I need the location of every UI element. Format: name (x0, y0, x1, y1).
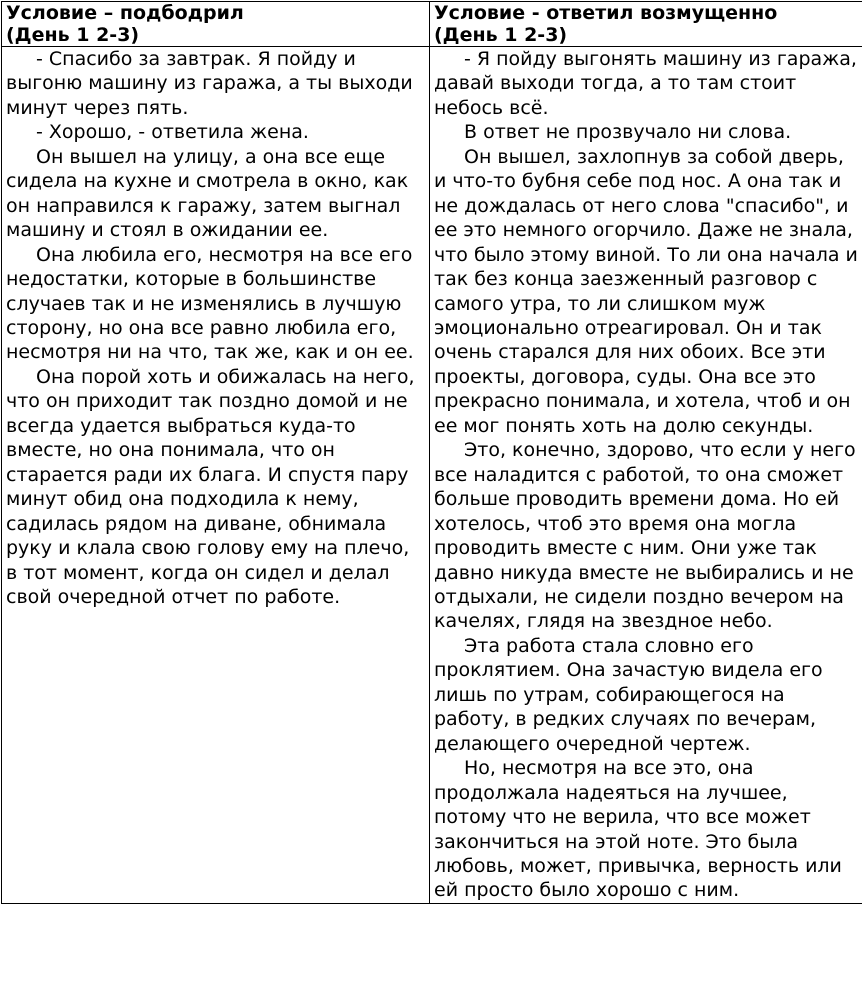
left-paragraph: Он вышел на улицу, а она все еще сидела на кухне и смотрела в окно, как он направился к гаражу, затем выгнал машину и стоял в ожидании ее. (6, 145, 426, 243)
left-condition-title: Условие – подбодрил (6, 2, 426, 24)
right-paragraph: - Я пойду выгонять машину из гаража, давай выходи тогда, а то там стоит небось всё. (434, 47, 859, 120)
right-header-cell (430, 2, 862, 47)
header-row (2, 2, 862, 47)
left-text-cell (2, 47, 430, 904)
left-day-label: (День 1 2-3) (6, 24, 426, 46)
right-paragraph: В ответ не прозвучало ни слова. (434, 120, 859, 144)
left-paragraph: Она любила его, несмотря на все его недостатки, которые в большинстве случаев так и не изменялись в лучшую сторону, но она все равно любила его, несмотря ни на что, так же, как и он ее. (6, 243, 426, 365)
body-row (2, 47, 862, 904)
right-text-cell (430, 47, 862, 904)
left-paragraph: Она порой хоть и обижалась на него, что он приходит так поздно домой и не всегда удается выбраться куда-то вместе, но она понимала, что он старается ради их блага. И спустя пару минут обид она подходила к нему, садилась рядом на диване, обнимала руку и клала свою голову ему на плечо, в тот момент, когда он сидел и делал свой очередной отчет по работе. (6, 365, 426, 610)
left-paragraph: - Хорошо, - ответила жена. (6, 120, 426, 144)
right-paragraph: Он вышел, захлопнув за собой дверь, и что-то бубня себе под нос. А она так и не дождалась от него слова "спасибо", и ее это немного огорчило. Даже не знала, что было этому виной. То ли она начала и так без конца заезженный разговор с самого утра, то ли слишком муж эмоционально отреагировал. Он и так очень старался для них обоих. Все эти проекты, договора, суды. Она все это прекрасно понимала, и хотела, чтоб и он ее мог понять хоть на долю секунды. (434, 145, 859, 438)
left-paragraph: - Спасибо за завтрак. Я пойду и выгоню машину из гаража, а ты выходи минут через пять. (6, 47, 426, 120)
comparison-table (1, 1, 862, 904)
right-paragraph: Это, конечно, здорово, что если у него все наладится с работой, то она сможет больше проводить времени дома. Но ей хотелось, чтоб это время она могла проводить вместе с ним. Они уже так давно никуда вместе не выбирались и не отдыхали, не сидели поздно вечером на качелях, глядя на звездное небо. (434, 438, 859, 634)
right-day-label: (День 1 2-3) (434, 24, 859, 46)
right-condition-title: Условие - ответил возмущенно (434, 2, 859, 24)
left-header-cell (2, 2, 430, 47)
right-paragraph: Эта работа стала словно его проклятием. Она зачастую видела его лишь по утрам, собирающегося на работу, в редких случаях по вечерам, делающего очередной чертеж. (434, 634, 859, 756)
right-paragraph: Но, несмотря на все это, она продолжала надеяться на лучшее, потому что не верила, что все может закончиться на этой ноте. Это была любовь, может, привычка, верность или ей просто было хорошо с ним. (434, 756, 859, 903)
